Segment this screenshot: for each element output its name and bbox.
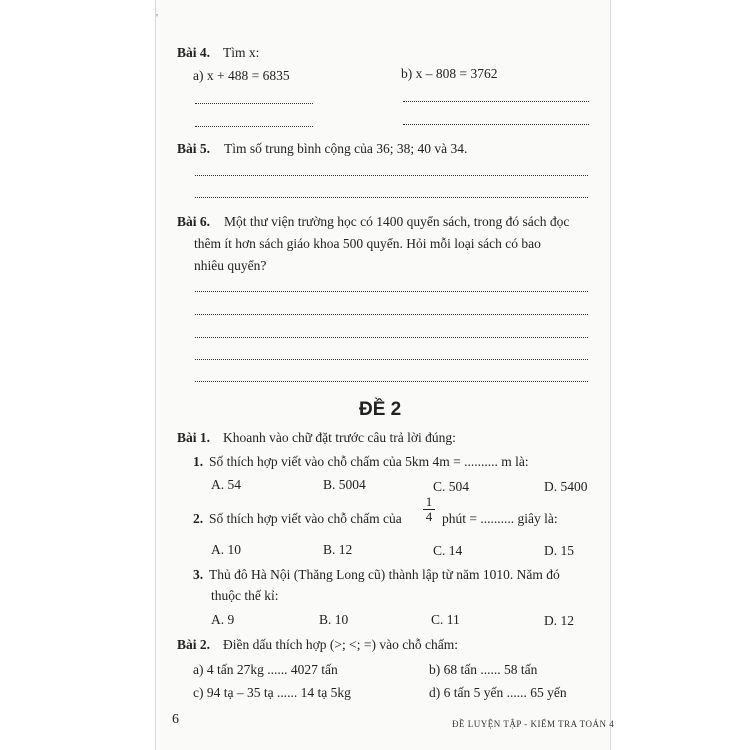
q3-option-b[interactable]: B. 10: [319, 612, 349, 627]
bai4-part-a: a) x + 488 = 6835: [193, 68, 290, 83]
de2-bai2-title: Bài 2.: [177, 637, 211, 652]
q1-option-b[interactable]: B. 5004: [323, 477, 366, 492]
q3-line: thuộc thế kỉ:: [211, 588, 279, 603]
q3-line: Thủ đô Hà Nội (Thăng Long cũ) thành lập từ năm 1010. Năm đó: [209, 567, 560, 582]
q3-prefix: 3.: [193, 567, 204, 582]
bai2-part-d: d) 6 tấn 5 yến ...... 65 yến: [429, 685, 567, 700]
answer-line: [195, 175, 588, 176]
q1-option-c[interactable]: C. 504: [433, 479, 470, 494]
q3-option-d[interactable]: D. 12: [544, 613, 574, 628]
q1-prefix: 1.: [193, 454, 204, 469]
q3-option-c[interactable]: C. 11: [431, 612, 460, 627]
fraction-one-quarter: [423, 495, 435, 524]
book-page: [155, 0, 615, 750]
fraction-numerator: 1: [423, 495, 435, 510]
answer-line: [403, 101, 589, 102]
bai4-part-b: b) x – 808 = 3762: [401, 66, 498, 81]
bai4-title: Bài 4.: [177, 45, 211, 60]
answer-line: [195, 126, 313, 127]
answer-line: [403, 124, 589, 125]
answer-line: [195, 197, 588, 198]
fraction-denominator: 4: [425, 509, 433, 524]
bai2-part-b: b) 68 tấn ...... 58 tấn: [429, 662, 538, 677]
section-title: ĐỀ 2: [359, 399, 402, 420]
bai5-title: Bài 5.: [177, 141, 211, 156]
q1-text: Số thích hợp viết vào chỗ chấm của 5km 4m = .......... m là:: [209, 454, 529, 469]
q2-option-d[interactable]: D. 15: [544, 543, 574, 558]
q2-option-b[interactable]: B. 12: [323, 542, 353, 557]
q2-text: Số thích hợp viết vào chỗ chấm của: [209, 511, 402, 526]
answer-line: [195, 359, 588, 360]
answer-line: [195, 337, 588, 338]
q3-option-a[interactable]: A. 9: [211, 612, 235, 627]
bai6-line: Một thư viện trường học có 1400 quyển sách, trong đó sách đọc: [224, 214, 570, 229]
q2-text-after: phút = .......... giây là:: [442, 511, 558, 526]
answer-line: [195, 314, 588, 315]
bai2-part-c: c) 94 tạ – 35 tạ ...... 14 tạ 5kg: [193, 685, 351, 700]
bai4-text: Tìm x:: [223, 45, 260, 60]
de2-bai1-text: Khoanh vào chữ đặt trước câu trả lời đúng:: [223, 430, 456, 445]
de2-bai2-text: Điền dấu thích hợp (>; <; =) vào chỗ chấm:: [223, 637, 459, 652]
q1-option-a[interactable]: A. 54: [211, 477, 241, 492]
q2-prefix: 2.: [193, 511, 204, 526]
q2-option-a[interactable]: A. 10: [211, 542, 241, 557]
bai2-part-a: a) 4 tấn 27kg ...... 4027 tấn: [193, 662, 338, 677]
answer-line: [195, 103, 313, 104]
bai5-text: Tìm số trung bình cộng của 36; 38; 40 và 34.: [224, 141, 468, 156]
bai6-line: nhiêu quyển?: [194, 258, 267, 273]
page-number: 6: [172, 712, 179, 727]
q2-option-c[interactable]: C. 14: [433, 543, 463, 558]
answer-line: [195, 381, 588, 382]
book-title-footer: ĐỀ LUYỆN TẬP - KIỂM TRA TOÁN 4: [452, 719, 615, 729]
de2-bai1-title: Bài 1.: [177, 430, 211, 445]
q1-option-d[interactable]: D. 5400: [544, 479, 588, 494]
bai6-line: thêm ít hơn sách giáo khoa 500 quyển. Hỏi mỗi loại sách có bao: [194, 236, 541, 251]
corner-mark: ': [156, 12, 158, 24]
answer-line: [195, 291, 588, 292]
bai6-title: Bài 6.: [177, 214, 211, 229]
